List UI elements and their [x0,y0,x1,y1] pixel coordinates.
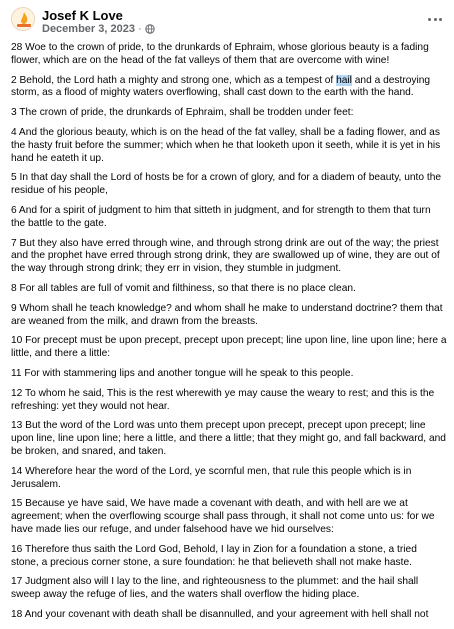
verse-paragraph [11,420,447,458]
verse-paragraph [11,283,447,296]
verse-text: 8 For all tables are full of vomit and filthiness, so that there is no place clean. [11,282,356,294]
verse-text: 17 Judgment also will I lay to the line, and righteousness to the plummet: and the hail shall sweep away the refuge of lies, and the waters shall overflow the hiding place. [11,576,419,601]
verse-paragraph [11,303,447,329]
verse-text: 4 And the glorious beauty, which is on the head of the fat valley, shall be a fading flower, and as the hasty fruit before the summer; which when he that looketh upon it seeth, while it is yet in his hand he eateth it up. [11,126,441,164]
globe-icon[interactable] [145,24,155,34]
verse-paragraph [11,576,447,602]
verse-paragraph [11,205,447,231]
highlighted-text: hail [336,74,352,86]
verse-text: 18 And your covenant with death shall be disannulled, and your agreement with hell shall not [11,608,429,620]
author-name[interactable]: Josef K Love [42,8,123,23]
verse-text: 2 Behold, the Lord hath a mighty and strong one, which as a tempest of [11,74,337,86]
verse-text: 5 In that day shall the Lord of hosts be for a crown of glory, and for a diadem of beauty, unto the residue of his people, [11,172,442,197]
verse-text: 15 Because ye have said, We have made a covenant with death, and with hell are we at agreement; when the overflowing scourge shall pass through, it shall not come unto us: for we have made lies our refuge, and under falsehood have we hid ourselves: [11,498,435,535]
verse-paragraph [11,335,447,361]
verse-text: 3 The crown of pride, the drunkards of Ephraim, shall be trodden under feet: [11,107,354,119]
verse-text: 28 Woe to the crown of pride, to the drunkards of Ephraim, whose glorious beauty is a fading flower, which are on the head of the fat valleys of them that are overcome with wine! [11,42,429,66]
verse-paragraph [11,388,447,414]
verse-paragraph [11,498,447,536]
meta-separator: · [137,23,142,35]
verse-paragraph [11,238,447,276]
post-body [11,42,447,629]
more-horizontal-icon [428,18,431,21]
verse-text: 11 For with stammering lips and another tongue will he speak to this people. [11,367,354,379]
verse-text: 16 Therefore thus saith the Lord God, Behold, I lay in Zion for a foundation a stone, a tried stone, a precious corner stone, a sure foundation: he that believeth shall not make haste. [11,543,417,568]
more-options-button[interactable] [428,12,442,26]
post-header [0,0,454,40]
verse-paragraph [11,544,447,570]
avatar[interactable] [11,7,35,31]
verse-paragraph [11,107,447,120]
verse-paragraph [11,127,447,165]
post-meta [42,23,155,35]
verse-text: 7 But they also have erred through wine, and through strong drink are out of the way; the priest and the prophet have erred through strong drink, they are swallowed up of wine, they are out of the way through strong drink; they err in vision, they stumble in judgment. [11,237,440,275]
verse-text: 6 And for a spirit of judgment to him that sitteth in judgment, and for strength to them that turn the battle to the gate. [11,204,431,229]
verse-text: 13 But the word of the Lord was unto them precept upon precept, precept upon precept; line upon line, line upon line; here a little, and there a little; that they might go, and fall backward, and be broken, and snared, and taken. [11,420,446,457]
avatar-logo-icon [12,8,35,31]
verse-paragraph [11,609,447,622]
verse-text: and a destroying storm, as a flood of mighty waters overflowing, shall cast down to the earth with the hand. [11,74,431,99]
verse-paragraph [11,42,447,68]
post-date[interactable]: December 3, 2023 [42,23,135,35]
verse-text: 12 To whom he said, This is the rest wherewith ye may cause the weary to rest; and this is the refreshing: yet they would not hear. [11,387,435,412]
verse-paragraph [11,368,447,381]
verse-text: 14 Wherefore hear the word of the Lord, ye scornful men, that rule this people which is in Jerusalem. [11,465,412,490]
verse-paragraph [11,466,447,492]
verse-text: 10 For precept must be upon precept, precept upon precept; line upon line, line upon line; here a little, and there a little: [11,335,447,360]
verse-paragraph [11,172,447,198]
verse-text: 9 Whom shall he teach knowledge? and whom shall he make to understand doctrine? them that are weaned from the milk, and drawn from the breasts. [11,302,443,327]
verse-paragraph [11,75,447,101]
